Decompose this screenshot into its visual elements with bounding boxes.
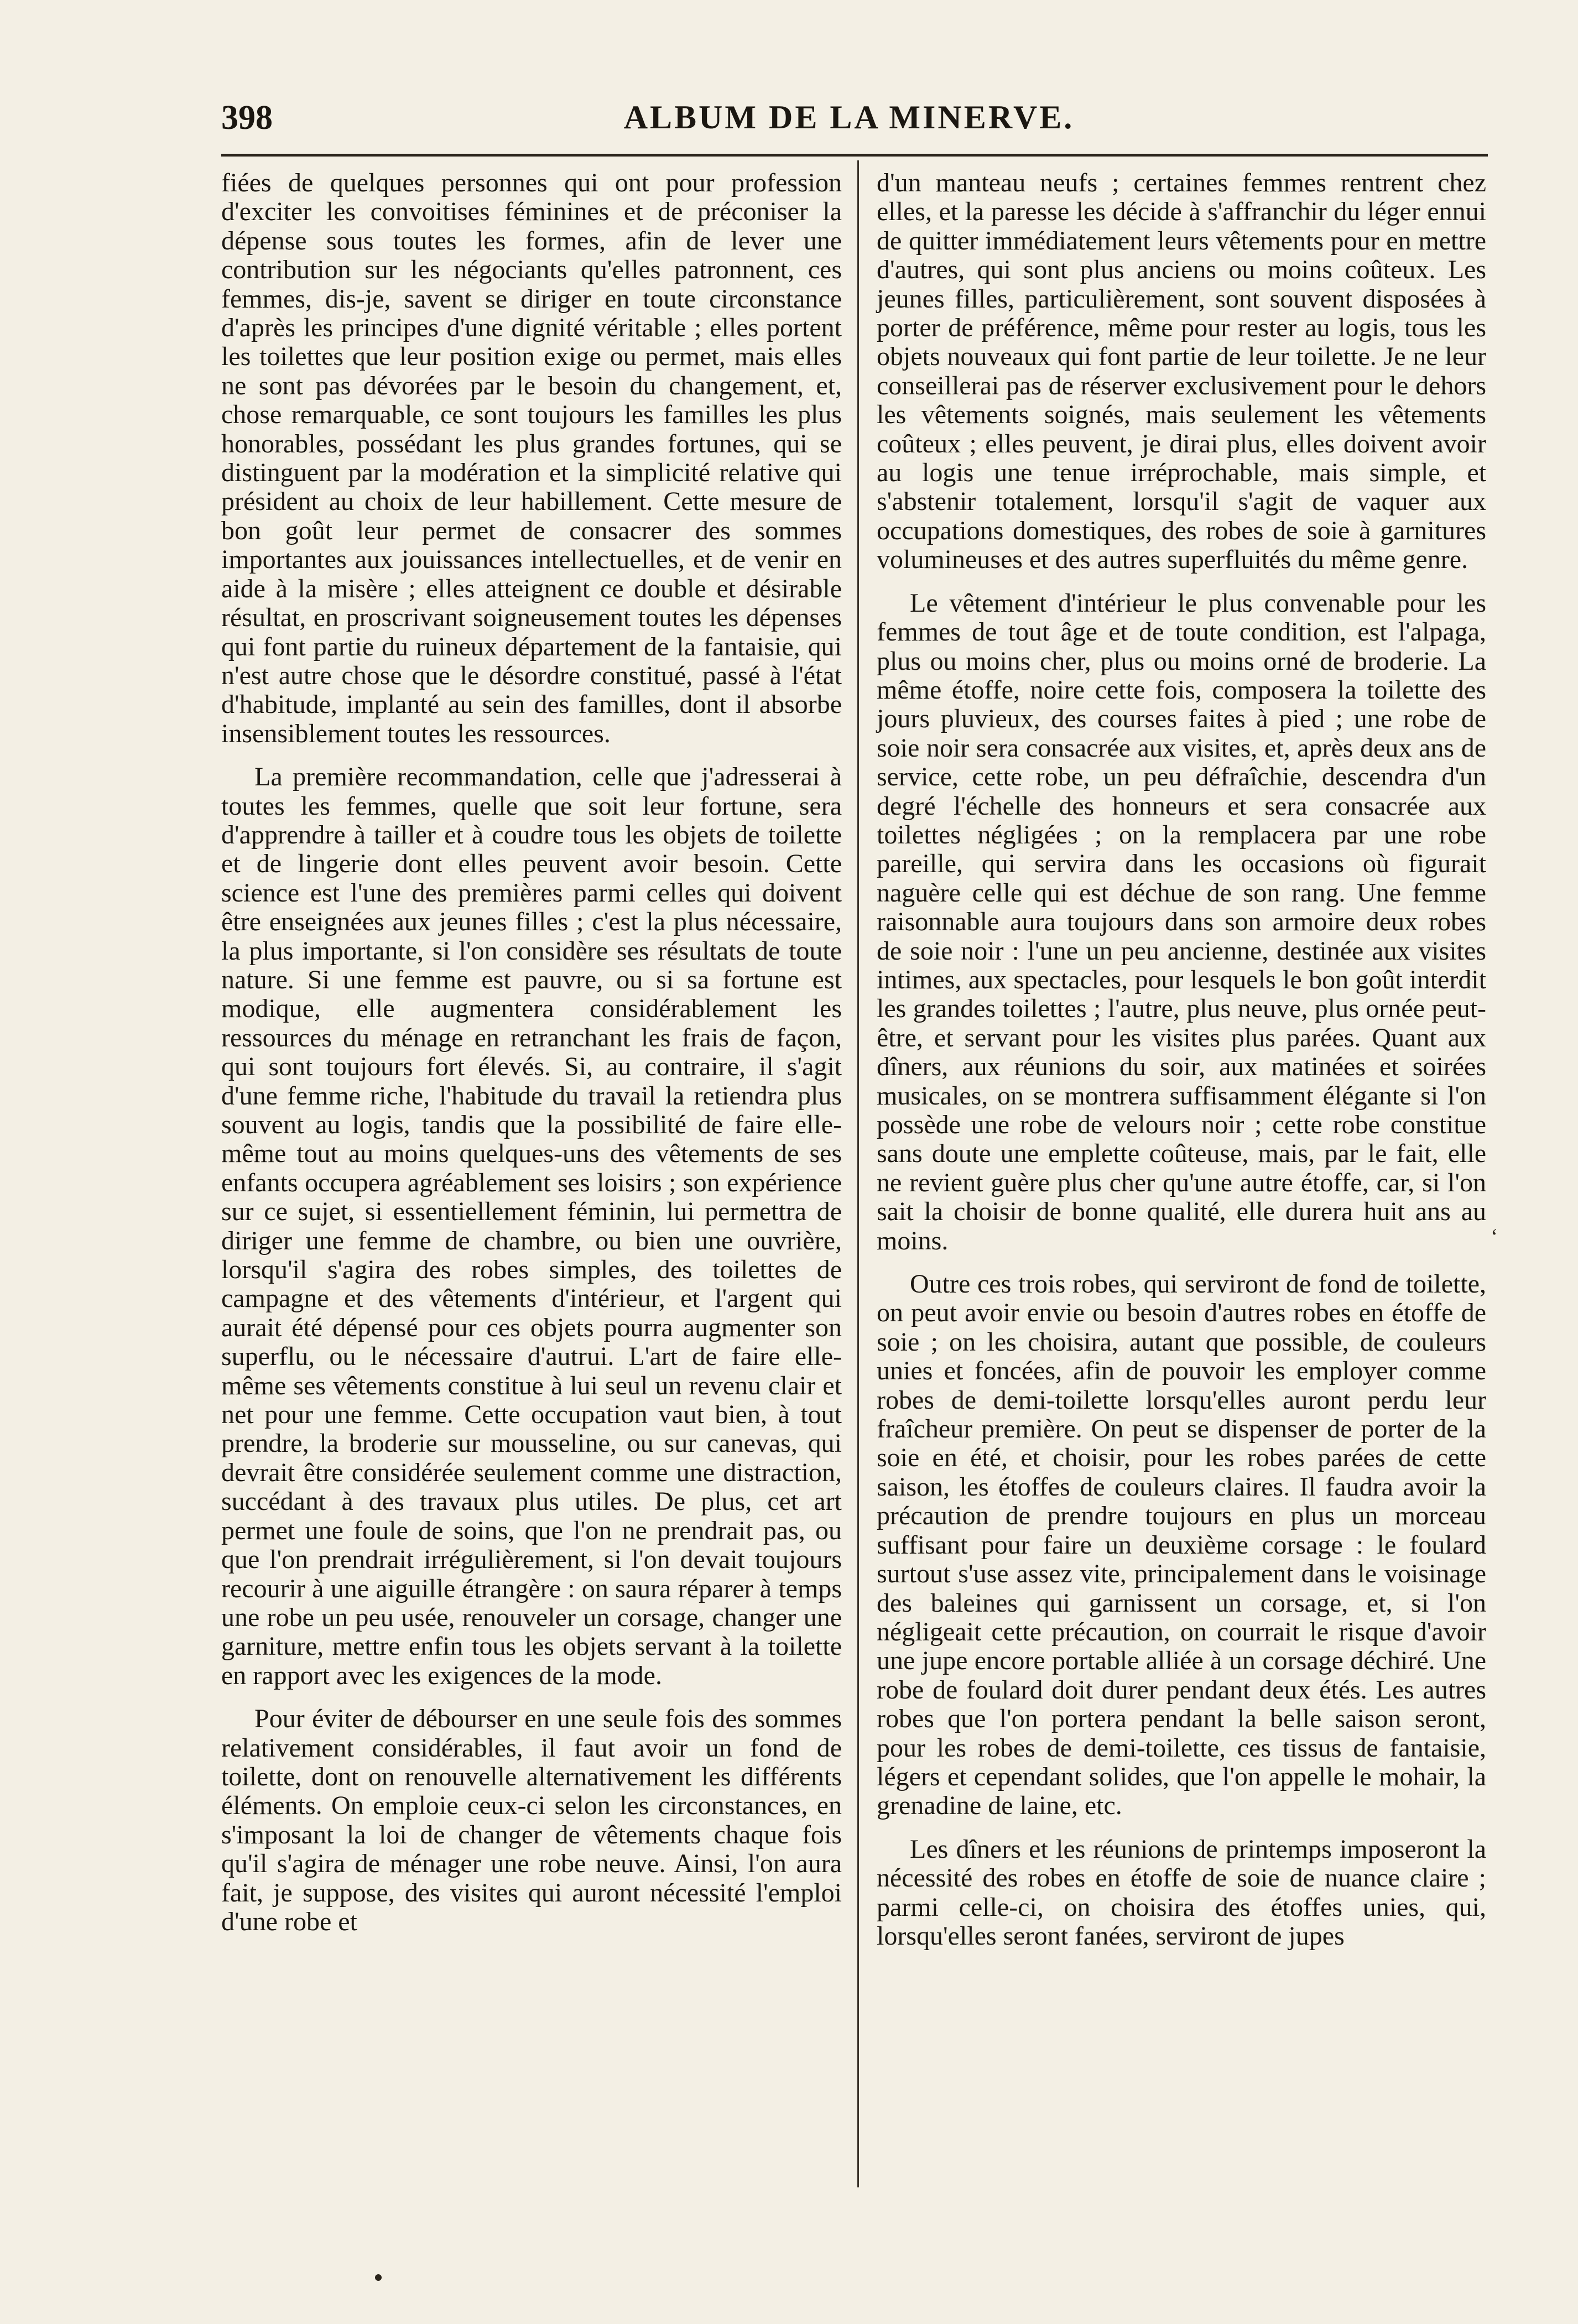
margin-mark: ʻ — [1491, 1224, 1498, 1249]
paragraph: Le vêtement d'intérieur le plus convenable pour les femmes de tout âge et de toute condition, est l'alpaga, plus ou moins cher, plus ou moins orné de broderie. La même étoffe, noire cette fois, composera la toilette des jours pluvieux, des courses faites à pied ; une robe de soie noir sera consacrée aux visites, et, après deux ans de service, cette robe, un peu défraîchie, descendra d'un degré l'échelle des honneurs et sera consacrée aux toilettes négligées ; on la remplacera par une robe pareille, qui servira dans les occasions où figurait naguère celle qui est déchue de son rang. Une femme raisonnable aura toujours dans son armoire deux robes de soie noir : l'une un peu ancienne, destinée aux visites intimes, aux spectacles, pour lesquels le bon goût interdit les grandes toilettes ; l'autre, plus neuve, plus ornée peut-être, et servant pour les visites plus parées. Quant aux dîners, aux réunions du soir, aux matinées et soirées musicales, on se montrera suffisamment élégante si l'on possède une robe de velours noir ; cette robe constitue sans doute une emplette coûteuse, mais, par le fait, elle ne revient guère plus cher qu'une autre étoffe, car, si l'on sait la choisir de bonne qualité, elle durera huit ans au moins. — [877, 588, 1486, 1255]
running-title: ALBUM DE LA MINERVE. — [623, 99, 1075, 136]
page-header — [221, 87, 1477, 154]
ink-speck — [375, 2274, 382, 2281]
paragraph: Outre ces trois robes, qui serviront de fond de toilette, on peut avoir envie ou besoin d'autres robes en étoffe de soie ; on les choisira, autant que possible, de couleurs unies et foncées, afin de pouvoir les employer comme robes de demi-toilette lorsqu'elles auront perdu leur fraîcheur première. On peut se dispenser de porter de la soie en été, et choisir, pour les robes parées de cette saison, les étoffes de couleurs claires. Il faudra avoir la précaution de prendre toujours en plus un morceau suffisant pour faire un deuxième corsage : le foulard surtout s'use assez vite, principalement dans le voisinage des baleines qui garnissent un corsage, et, si l'on négligeait cette précaution, on courrait le risque d'avoir une jupe encore portable alliée à un corsage déchiré. Une robe de foulard doit durer pendant deux étés. Les autres robes que l'on portera pendant la belle saison seront, pour les robes de demi-toilette, ces tissus de fantaisie, légers et cependant solides, que l'on appelle le mohair, la grenadine de laine, etc. — [877, 1269, 1486, 1821]
paragraph: La première recommandation, celle que j'adresserai à toutes les femmes, quelle que soit leur fortune, sera d'apprendre à tailler et à coudre tous les objets de toilette et de lingerie dont elles peuvent avoir besoin. Cette science est l'une des premières parmi celles qui doivent être enseignées aux jeunes filles ; c'est la plus nécessaire, la plus importante, si l'on considère ses résultats de toute nature. Si une femme est pauvre, ou si sa fortune est modique, elle augmentera considérablement les ressources du ménage en retranchant les frais de façon, qui sont toujours fort élevés. Si, au contraire, il s'agit d'une femme riche, l'habitude du travail la retiendra plus souvent au logis, tandis que la possibilité de faire elle-même tout au moins quelques-uns des vêtements de ses enfants occupera agréablement ses loisirs ; son expérience sur ce sujet, si essentiellement féminin, lui permettra de diriger une femme de chambre, ou bien une ouvrière, lorsqu'il s'agira des robes simples, des toilettes de campagne et des vêtements d'intérieur, et l'argent qui aurait été dépensé pour ces objets pourra augmenter son superflu, ou le nécessaire d'autrui. L'art de faire elle-même ses vêtements constitue à lui seul un revenu clair et net pour une femme. Cette occupation vaut bien, à tout prendre, la broderie sur mousseline, ou sur canevas, qui devrait être considérée seulement comme une distraction, succédant à des travaux plus utiles. De plus, cet art permet une foule de soins, que l'on ne prendrait pas, ou que l'on prendrait irrégulièrement, si l'on devait toujours recourir à une aiguille étrangère : on saura réparer à temps une robe un peu usée, renouveler un corsage, changer une garniture, mettre enfin tous les objets servant à la toilette en rapport avec les exigences de la mode. — [221, 762, 842, 1690]
left-column — [221, 169, 842, 1936]
header-rule — [221, 154, 1488, 157]
paragraph: Les dîners et les réunions de printemps imposeront la nécessité des robes en étoffe de soie de nuance claire ; parmi celle-ci, on choisira des étoffes unies, qui, lorsqu'elles seront fanées, serviront de jupes — [877, 1834, 1486, 1951]
column-rule — [857, 160, 859, 2187]
right-column — [877, 169, 1486, 1951]
paragraph: Pour éviter de débourser en une seule fois des sommes relativement considérables, il faut avoir un fond de toilette, dont on renouvelle alternativement les différents éléments. On emploie ceux-ci selon les circonstances, en s'imposant la loi de changer de vêtements chaque fois qu'il s'agira de ménager une robe neuve. Ainsi, l'on aura fait, je suppose, des visites qui auront nécessité l'emploi d'une robe et — [221, 1704, 842, 1936]
paragraph: d'un manteau neufs ; certaines femmes rentrent chez elles, et la paresse les décide à s'affranchir du léger ennui de quitter immédiatement leurs vêtements pour en mettre d'autres, qui sont plus anciens ou moins coûteux. Les jeunes filles, particulièrement, sont souvent disposées à porter de préférence, même pour rester au logis, tous les objets nouveaux qui font partie de leur toilette. Je ne leur conseillerai pas de réserver exclusivement pour le dehors les vêtements soignés, mais seulement les vêtements coûteux ; elles peuvent, je dirai plus, elles doivent avoir au logis une tenue irréprochable, mais simple, et s'abstenir totalement, lorsqu'il s'agit de vaquer aux occupations domestiques, des robes de soie à garnitures volumineuses et des autres superfluités du même genre. — [877, 168, 1486, 575]
paragraph: fiées de quelques personnes qui ont pour profession d'exciter les convoitises féminines et de préconiser la dépense sous toutes les formes, afin de lever une contribution sur les négociants qu'elles patronnent, ces femmes, dis-je, savent se diriger en toute circonstance d'après les principes d'une dignité véritable ; elles portent les toilettes que leur position exige ou permet, mais elles ne sont pas dévorées par le besoin du changement, et, chose remarquable, ce sont toujours les familles les plus honorables, possédant les plus grandes fortunes, qui se distinguent par la modération et la simplicité relative qui président au choix de leur habillement. Cette mesure de bon goût leur permet de consacrer des sommes importantes aux jouissances intellectuelles, et de venir en aide à la misère ; elles atteignent ce double et désirable résultat, en proscrivant soigneusement toutes les dépenses qui font partie du ruineux département de la fantaisie, qui n'est autre chose que le désordre constitué, passé à l'état d'habitude, implanté au sein des familles, dont il absorbe insensiblement toutes les ressources. — [221, 168, 842, 748]
page-number: 398 — [221, 99, 273, 137]
